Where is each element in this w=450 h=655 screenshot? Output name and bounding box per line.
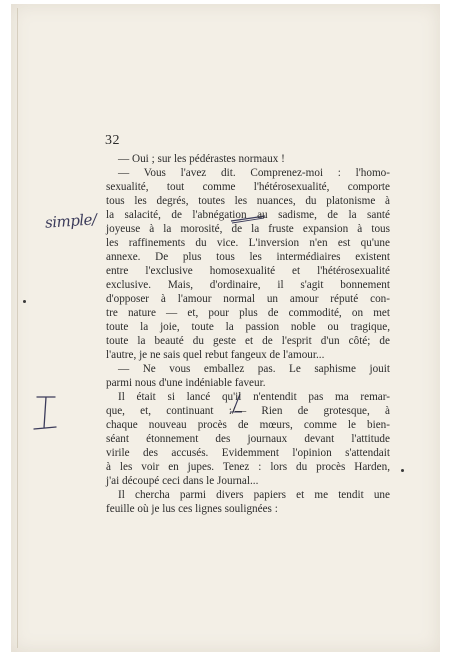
text-line: — Oui ; sur les pédérastes normaux ! — [118, 153, 285, 165]
ink-speck — [401, 469, 404, 472]
text-line: les raffinements du vice. L'inversion n'en est qu'une — [106, 237, 390, 249]
text-line: toute la joie, toute la passion noble ou tragique, — [106, 321, 390, 333]
text-line: entre l'exclusive homosexualité et l'hétérosexualité — [106, 265, 390, 277]
text-line: tre nature — et, pour plus de commodité, on met — [106, 307, 390, 319]
page-number: 32 — [105, 133, 120, 148]
text-line: — Ne vous emballez pas. Le saphisme jouit — [118, 363, 390, 375]
text-line: d'opposer à l'amour normal un amour réputé con- — [106, 293, 390, 305]
text-line: tous les degrés, toutes les nuances, du platonisme à — [106, 195, 390, 207]
text-line: toute la beauté du geste et de l'esprit d'un côté; de — [106, 335, 390, 347]
page-fold-line — [17, 8, 18, 648]
text-line: l'autre, je ne sais quel rebut fangeux de l'amour... — [106, 349, 325, 361]
text-line: séant étonnement des journaux devant l'attitude — [106, 433, 390, 445]
text-line: j'ai découpé ceci dans le Journal... — [106, 475, 259, 487]
text-line: à les voir en jupes. Tenez : lors du procès Harden, — [106, 461, 390, 473]
text-line: chaque nouveau procès de mœurs, comme le bien- — [106, 419, 390, 431]
text-line: feuille où je lus ces lignes soulignées : — [106, 503, 278, 515]
body-text — [106, 152, 390, 516]
text-line: Il chercha parmi divers papiers et me tendit une — [118, 489, 390, 501]
text-line: virile des accusés. Evidemment l'opinion s'attendait — [106, 447, 390, 459]
text-line: annexe. De plus tous les intermédiaires existent — [106, 251, 390, 263]
handwritten-paragraph-mark — [28, 394, 62, 434]
text-line: Il était si lancé qu'il n'entendit pas ma remar- — [118, 391, 390, 403]
text-line: la salacité, de l'abnégation au sadisme, de la santé — [106, 209, 390, 221]
handwritten-margin-note: simple/ — [44, 210, 98, 232]
text-line: que, et, continuant :/— Rien de grotesque, à — [106, 405, 390, 417]
text-line: exclusive. Mais, d'ordinaire, il s'agit bonnement — [106, 279, 390, 291]
text-line: parmi nous d'une indéniable faveur. — [106, 377, 266, 389]
ink-speck — [23, 300, 26, 303]
text-line: joyeuse à la morosité, de la fruste expansion à tous — [106, 223, 390, 235]
text-line: sexualité, tout comme l'hétérosexualité, comporte — [106, 181, 390, 193]
text-line: — Vous l'avez dit. Comprenez-moi : l'homo- — [118, 167, 390, 179]
